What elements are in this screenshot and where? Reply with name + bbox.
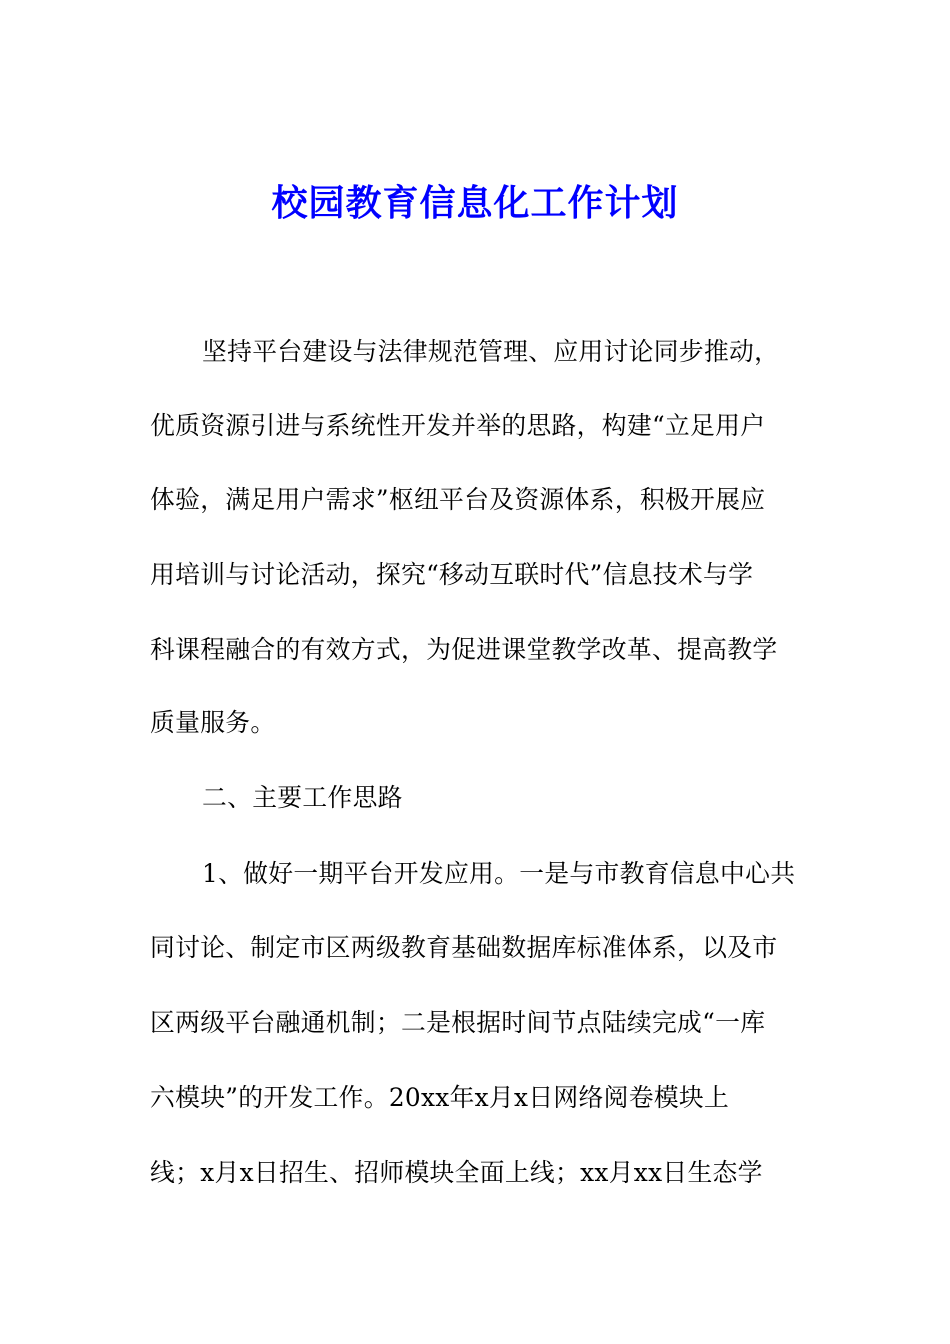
paragraph-line: 线；x月x日招生、招师模块全面上线；xx月xx日生态学 — [150, 1158, 763, 1187]
paragraph-line: 用培训与讨论活动，探究“移动互联时代”信息技术与学 — [150, 560, 754, 589]
paragraph-line: 六模块”的开发工作。20xx年x月x日网络阅卷模块上 — [150, 1083, 730, 1112]
paragraph-line: 1、做好一期平台开发应用。一是与市教育信息中心共 — [202, 859, 796, 888]
paragraph-line: 坚持平台建设与法律规范管理、应用讨论同步推动， — [202, 337, 780, 366]
paragraph-line: 优质资源引进与系统性开发并举的思路，构建“立足用户 — [150, 411, 766, 440]
paragraph-line: 同讨论、制定市区两级教育基础数据库标准体系，以及市 — [150, 933, 778, 962]
section-heading: 二、主要工作思路 — [202, 783, 403, 812]
paragraph-line: 质量服务。 — [150, 708, 276, 737]
paragraph-line: 体验，满足用户需求”枢纽平台及资源体系，积极开展应 — [150, 485, 766, 514]
paragraph-line: 区两级平台融通机制；二是根据时间节点陆续完成“一库 — [150, 1008, 766, 1037]
paragraph-line: 科课程融合的有效方式，为促进课堂教学改革、提高教学 — [150, 635, 778, 664]
document-title: 校园教育信息化工作计划 — [271, 183, 679, 224]
